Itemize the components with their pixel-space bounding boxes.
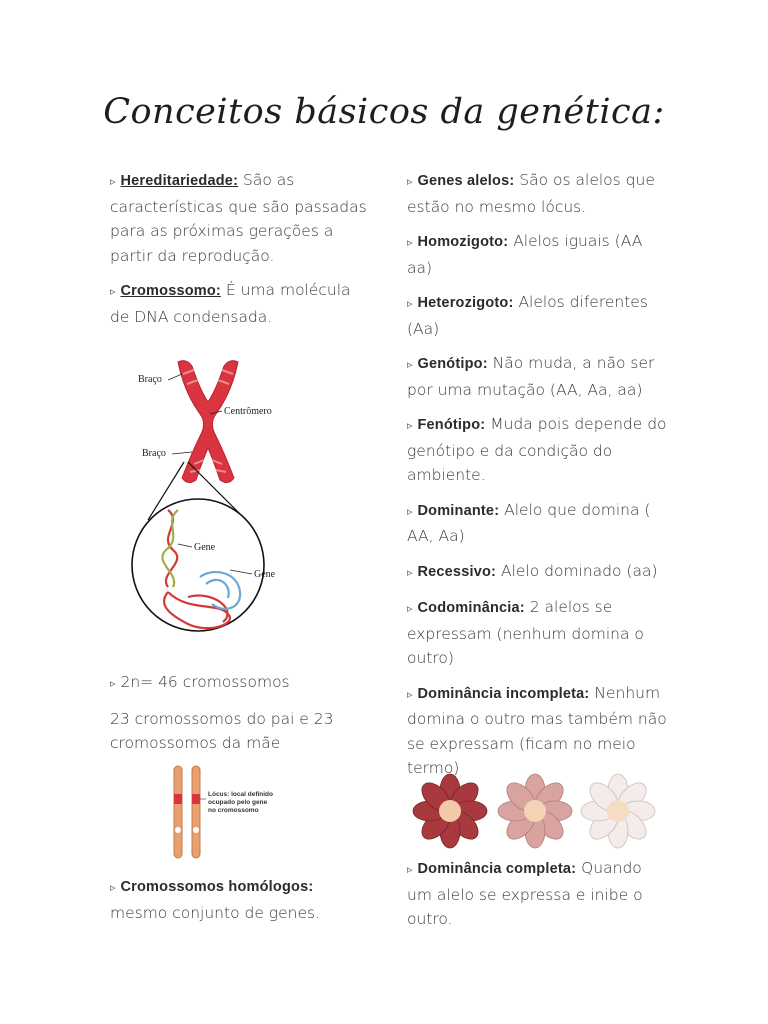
bullet-icon: ▹ <box>407 236 413 249</box>
homozigoto-text: Alelos iguais (AA aa) <box>407 232 643 277</box>
genotipo-term: Genótipo: <box>417 356 488 372</box>
bullet-icon: ▹ <box>110 881 116 894</box>
genotipo-item <box>407 351 669 402</box>
dominancia-incompleta-term: Dominância incompleta: <box>417 685 590 702</box>
chromosome-figure <box>128 352 276 644</box>
heterozigoto-term: Heterozigoto: <box>417 295 514 311</box>
flower-recessive-icon <box>581 774 655 848</box>
homologos-text: mesmo conjunto de genes. <box>110 903 320 922</box>
homologous-figure <box>164 762 324 862</box>
bullet-icon: ▹ <box>407 565 413 579</box>
bullet-icon: ▹ <box>407 419 413 432</box>
dominancia-completa-block <box>407 856 669 932</box>
locus-line-1: Lócus: local definido <box>208 791 274 798</box>
left-column-lower <box>110 670 368 756</box>
dominancia-incompleta-text: Nenhum domina o outro mas também não se expressam (ficam no meio termo) <box>407 683 667 777</box>
dominancia-completa-term: Dominância completa: <box>417 861 577 877</box>
homozigoto-item <box>407 229 669 280</box>
fenotipo-term: Fenótipo: <box>417 417 486 433</box>
codominancia-item <box>407 595 669 671</box>
dominante-term: Dominante: <box>417 502 500 519</box>
flower-dominant-icon <box>413 774 487 848</box>
page-title: Conceitos básicos da genética: <box>103 92 665 132</box>
zoom-circle <box>132 499 264 631</box>
dominante-text: Alelo que domina ( AA, Aa) <box>407 500 651 545</box>
homologos-block <box>110 874 368 925</box>
braco-label-1: Braço <box>138 374 162 385</box>
bullet-icon: ▹ <box>407 297 413 310</box>
dominancia-incompleta-item <box>407 681 669 781</box>
left-column <box>110 168 368 329</box>
genotipo-text: Não muda, a não ser por uma mutação (AA, Aa, aa) <box>407 354 655 399</box>
hereditariedade-term: Hereditariedade: <box>120 173 239 189</box>
centromero-label: Centrômero <box>224 406 272 417</box>
homologos-item <box>110 874 368 925</box>
braco-label-2: Braço <box>142 448 166 459</box>
cromossomo-term: Cromossomo: <box>120 283 221 299</box>
flowers-figure <box>410 774 660 848</box>
bullet-icon: ▹ <box>407 602 413 615</box>
cromossomo-item <box>110 278 368 329</box>
gene-label-1: Gene <box>194 542 216 553</box>
bullet-icon: ▹ <box>407 358 413 371</box>
fenotipo-item <box>407 412 669 488</box>
right-column <box>407 168 669 781</box>
recessivo-term: Recessivo: <box>417 563 497 580</box>
bullet-icon: ▹ <box>110 175 116 188</box>
genes-alelos-text: São os alelos que estão no mesmo lócus. <box>407 171 655 216</box>
hereditariedade-item <box>110 168 368 268</box>
pai-mae-text: 23 cromossomos do pai e 23 cromossomos da mãe <box>110 709 334 752</box>
flower-intermediate-icon <box>498 774 572 848</box>
gene-label-2: Gene <box>254 569 276 580</box>
homozigoto-term: Homozigoto: <box>417 234 509 250</box>
bullet-icon: ▹ <box>407 504 413 518</box>
bullet-icon: ▹ <box>407 863 413 876</box>
codominancia-term: Codominância: <box>417 600 525 616</box>
n2-item <box>110 670 368 697</box>
heterozigoto-item <box>407 290 669 341</box>
bullet-icon: ▹ <box>110 677 116 690</box>
recessivo-text: Alelo dominado (aa) <box>496 561 658 580</box>
n2-text: 2n= 46 cromossomos <box>120 673 290 691</box>
bullet-icon: ▹ <box>110 285 116 298</box>
genes-alelos-term: Genes alelos: <box>417 173 515 189</box>
recessivo-item <box>407 559 669 586</box>
cromossomo-text: É uma molécula de DNA condensada. <box>110 281 351 326</box>
bullet-icon: ▹ <box>407 687 413 701</box>
dominante-item <box>407 498 669 549</box>
bullet-icon: ▹ <box>407 175 413 188</box>
fenotipo-text: Muda pois depende do genótipo e da condição do ambiente. <box>407 415 667 484</box>
chromosome-icon <box>178 361 238 483</box>
locus-line-2: ocupado pelo gene <box>208 799 268 806</box>
dominancia-completa-text: Quando um alelo se expressa e inibe o outro. <box>407 859 643 928</box>
homologos-term: Cromossomos homólogos: <box>120 879 314 895</box>
codominancia-text: 2 alelos se expressam (nenhum domina o outro) <box>407 598 644 667</box>
heterozigoto-text: Alelos diferentes (Aa) <box>407 293 648 338</box>
genes-alelos-item <box>407 168 669 219</box>
locus-line-3: no cromossomo <box>208 807 259 814</box>
dominancia-completa-item <box>407 856 669 932</box>
hereditariedade-text: São as características que são passadas para as próximas gerações a partir da reprodução. <box>110 171 367 265</box>
